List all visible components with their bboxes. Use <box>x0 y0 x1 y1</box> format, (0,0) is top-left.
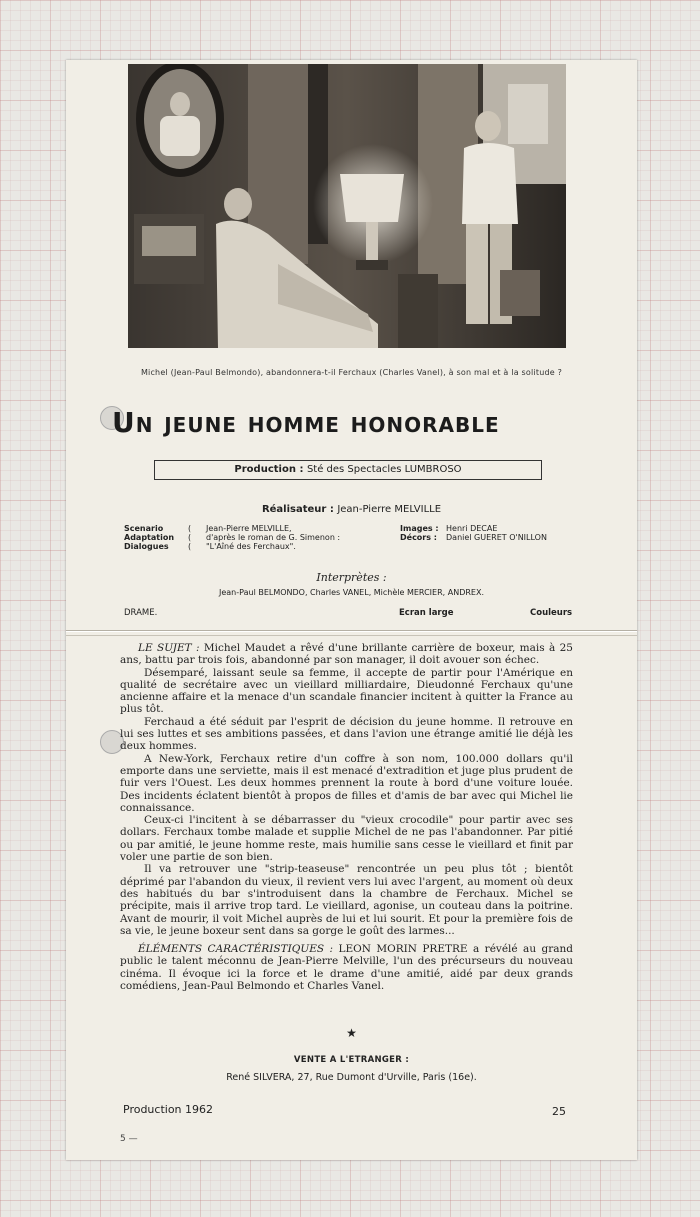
credit-value: "L'Aîné des Ferchaux". <box>206 542 296 551</box>
genre-label: DRAME. <box>124 608 158 618</box>
synopsis-paragraph: Michel Maudet a rêvé d'une brillante carrière de boxeur, mais à 25 ans, battu par trois fois, abandonné par son manager, il doit avouer son échec. <box>120 642 573 667</box>
vente-heading: VENTE A L'ETRANGER : <box>293 1055 410 1065</box>
credit-value: d'après le roman de G. Simenon : <box>206 533 341 542</box>
credit-label: Images <box>400 524 433 533</box>
production-year: Production 1962 <box>123 1103 214 1116</box>
production-label: Production <box>234 464 296 475</box>
photo-caption: Michel (Jean-Paul Belmondo), abandonnera-t-il Ferchaux (Charles Vanel), à son mal et à la solitude ? <box>140 368 563 377</box>
credit-label: Décors <box>400 533 432 542</box>
director-label: Réalisateur <box>261 504 327 515</box>
credit-value: Jean-Pierre MELVILLE, <box>206 524 292 533</box>
synopsis-paragraph: Il va retrouver une "strip-teaseuse" rencontrée un peu plus tôt ; bientôt déprimé par l'abandon du vieux, il revient vers lui avec l'argent, au moment où deux des habitués du bar s'introduisent dans la chambre de Ferchaux. Michel se précipite, mais il arrive trop tard. Le vieillard, agonise, un couteau dans la poitrine. Avant de mourir, il voit Michel auprès de lui et lui sourit. Et pour la première fois de sa vie, le jeune boxeur sent dans sa gorge le goût des larmes... <box>120 863 573 937</box>
interpretes-heading: Interprètes : <box>316 571 387 584</box>
synopsis-paragraph: A New-York, Ferchaux retire d'un coffre à son nom, 100.000 dollars qu'il emporte dans une serviette, mais il est menacé d'extradition et juge plus prudent de fuir vers l'Ouest. Les deux hommes prennent la route à bord d'une voiture louée. Des incidents éclatent bientôt à propos de filles et d'amis de bar avec qui Michel lie connaissance. <box>120 752 573 814</box>
production-value: Sté des Spectacles LUMBROSO <box>306 464 462 475</box>
credit-label: Dialogues <box>124 542 169 551</box>
fold-line <box>66 630 637 632</box>
page-number: 5 — <box>120 1134 138 1144</box>
fold-line <box>66 635 637 636</box>
director-value: Jean-Pierre MELVILLE <box>337 504 442 515</box>
credits-right-labels: Images : Décors : <box>400 524 439 542</box>
synopsis-paragraph: Ferchaud a été séduit par l'esprit de décision du jeune homme. Il retrouve en lui ses luttes et ses ambitions passées, et dans l'avion une étrange amitié lie déjà les deux hommes. <box>120 715 573 753</box>
elements-lead: ÉLÉMENTS CARACTÉRISTIQUES : <box>138 943 334 956</box>
credits-bracket: ( ( ( <box>188 524 192 551</box>
synopsis <box>120 642 573 992</box>
credits-right-values <box>446 524 547 542</box>
interpretes-names: Jean-Paul BELMONDO, Charles VANEL, Michèle MERCIER, ANDREX. <box>218 588 484 597</box>
film-still-illustration <box>128 64 566 348</box>
credits-left-values <box>206 524 340 551</box>
production-box: Production : Sté des Spectacles LUMBROSO <box>154 460 542 480</box>
film-title: Un jeune homme honorable <box>112 406 500 439</box>
film-sheet <box>66 60 637 1160</box>
credit-value: Henri DECAE <box>446 524 498 533</box>
synopsis-paragraph: Désemparé, laissant seule sa femme, il accepte de partir pour l'Amérique en qualité de secrétaire avec un vieillard milliardaire, Dieudonné Ferchaux qu'une ancienne affaire et la menace d'un scandale financier incitent à quitter la France au plus tôt. <box>120 666 573 716</box>
credit-label: Adaptation <box>124 533 175 542</box>
credit-value: Daniel GUERET O'NILLON <box>446 533 547 542</box>
vente-address: René SILVERA, 27, Rue Dumont d'Urville, Paris (16e). <box>226 1072 477 1083</box>
credits-left-labels <box>124 524 174 551</box>
sujet-lead: LE SUJET : <box>138 642 200 654</box>
sheet-number: 25 <box>552 1105 566 1118</box>
elements-text: LEON MORIN PRETRE a révélé au grand public le talent méconnu de Jean-Pierre Melville, l'un des précurseurs du nouveau cinéma. Il évoque ici la force et le drame d'une amitié, aidé par deux grands comédiens, Jean-Paul Belmondo et Charles Vanel. <box>120 943 573 993</box>
separator-star: ★ <box>346 1026 357 1040</box>
color-label: Couleurs <box>530 608 573 618</box>
film-still-photo <box>128 64 566 348</box>
credit-label: Scenario <box>124 524 164 533</box>
format-label: Ecran large <box>399 608 454 618</box>
synopsis-paragraph: Ceux-ci l'incitent à se débarrasser du "vieux crocodile" pour partir avec ses dollars. Ferchaux tombe malade et supplie Michel de ne pas l'abandonner. Par pitié ou par amitié, le jeune homme reste, mais humilie sans cesse le vieillard et finit par voler une partie de son bien. <box>120 814 573 864</box>
director-line: Réalisateur : Jean-Pierre MELVILLE <box>261 504 442 515</box>
